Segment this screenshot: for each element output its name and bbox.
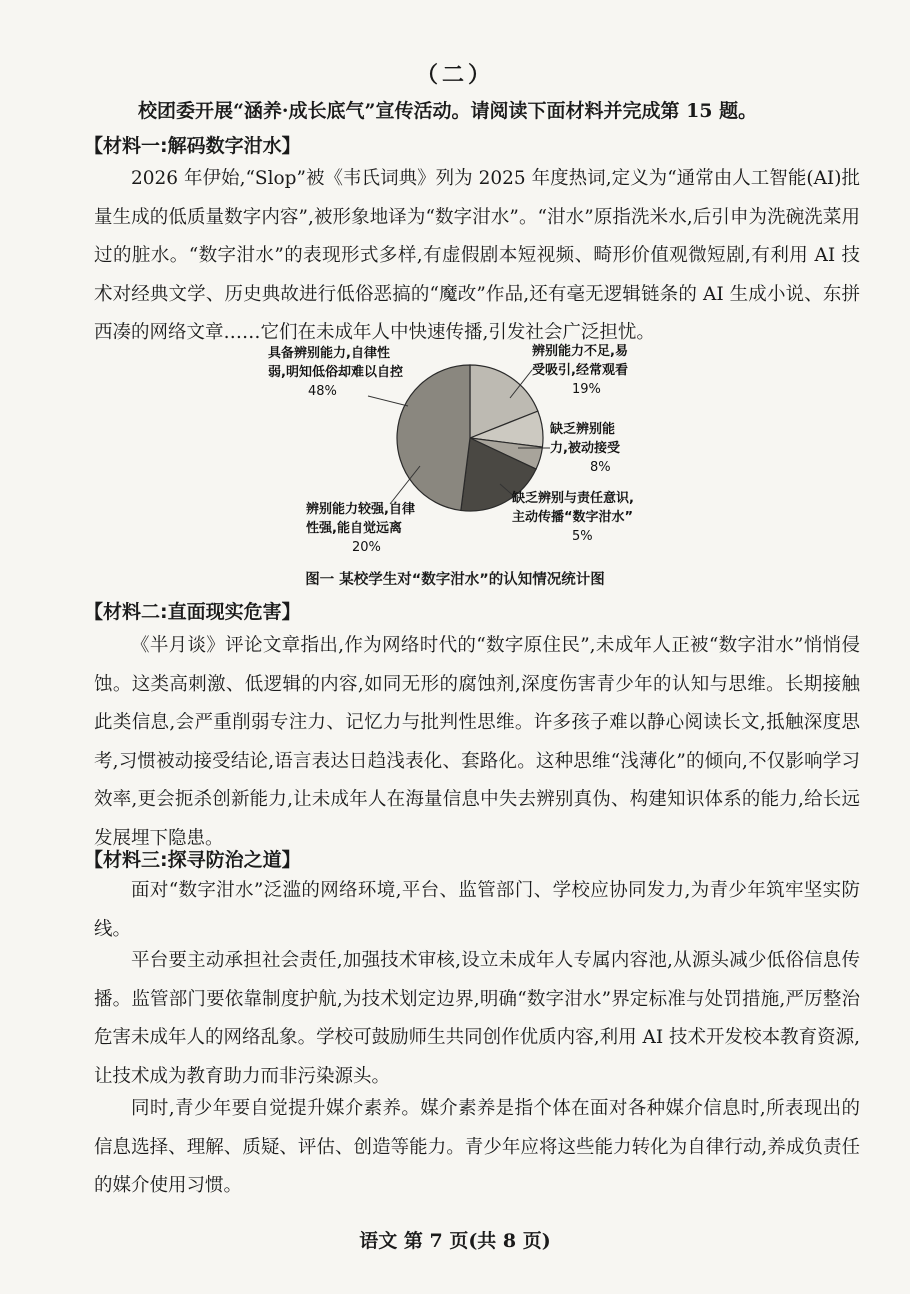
material3-paragraph-2: 平台要主动承担社会责任,加强技术审核,设立未成年人专属内容池,从源头减少低俗信息传播。监管部门要依靠制度护航,为技术划定边界,明确“数字泔水”界定标准与处罚措施,严厉整治危害未成年人的网络乱象。学校可鼓励师生共同创作优质内容,利用 AI 技术开发校本教育资源,让技术成为教育助力而非污染源头。: [94, 950, 860, 1087]
pie-chart: [260, 336, 680, 568]
label-slice-8: 缺乏辨别能 力,被动接受 8%: [550, 422, 620, 475]
label-slice-5: 缺乏辨别与责任意识, 主动传播“数字泔水” 5%: [512, 491, 634, 544]
chart-caption: 图一 某校学生对“数字泔水”的认知情况统计图: [305, 572, 605, 588]
material2-paragraph: 《半月谈》评论文章指出,作为网络时代的“数字原住民”,未成年人正被“数字泔水”悄悄侵蚀。这类高刺激、低逻辑的内容,如同无形的腐蚀剂,深度伤害青少年的认知与思维。长期接触此类信息,会严重削弱专注力、记忆力与批判性思维。许多孩子难以静心阅读长文,抵触深度思考,习惯被动接受结论,语言表达日趋浅表化、套路化。这种思维“浅薄化”的倾向,不仅影响学习效率,更会扼杀创新能力,让未成年人在海量信息中失去辨别真伪、构建知识体系的能力,给长远发展埋下隐患。: [94, 635, 860, 849]
material1-paragraph: 2026 年伊始,“Slop”被《韦氏词典》列为 2025 年度热词,定义为“通常由人工智能(AI)批量生成的低质量数字内容”,被形象地译为“数字泔水”。“泔水”原指洗米水,后引申为洗碗洗菜用过的脏水。“数字泔水”的表现形式多样,有虚假剧本短视频、畸形价值观微短剧,有利用 AI 技术对经典文学、历史典故进行低俗恶搞的“魔改”作品,还有毫无逻辑链条的 AI 生成小说、东拼西凑的网络文章……它们在未成年人中快速传播,引发社会广泛担忧。: [94, 168, 860, 343]
material3-paragraph-3: 同时,青少年要自觉提升媒介素养。媒介素养是指个体在面对各种媒介信息时,所表现出的信息选择、理解、质疑、评估、创造等能力。青少年应将这些能力转化为自律行动,养成负责任的媒介使用习惯。: [94, 1098, 860, 1196]
label-slice-19: 辨别能力不足,易 受吸引,经常观看 19%: [532, 344, 628, 397]
material1-heading: 【材料一:解码数字泔水】: [84, 135, 301, 157]
section-title: （二）: [415, 62, 494, 88]
label-slice-20: 辨别能力较强,自律 性强,能自觉远离 20%: [306, 502, 415, 555]
page-footer: 语文 第 7 页(共 8 页): [359, 1230, 551, 1252]
intro-text: 校团委开展“涵养·成长底气”宣传活动。请阅读下面材料并完成第 15 题。: [138, 100, 758, 122]
material3-heading: 【材料三:探寻防治之道】: [84, 849, 301, 871]
material2-heading: 【材料二:直面现实危害】: [84, 601, 301, 623]
material3-paragraph-1: 面对“数字泔水”泛滥的网络环境,平台、监管部门、学校应协同发力,为青少年筑牢坚实防线。: [94, 880, 860, 940]
label-slice-48: 具备辨别能力,自律性 弱,明知低俗却难以自控 48%: [268, 346, 403, 399]
